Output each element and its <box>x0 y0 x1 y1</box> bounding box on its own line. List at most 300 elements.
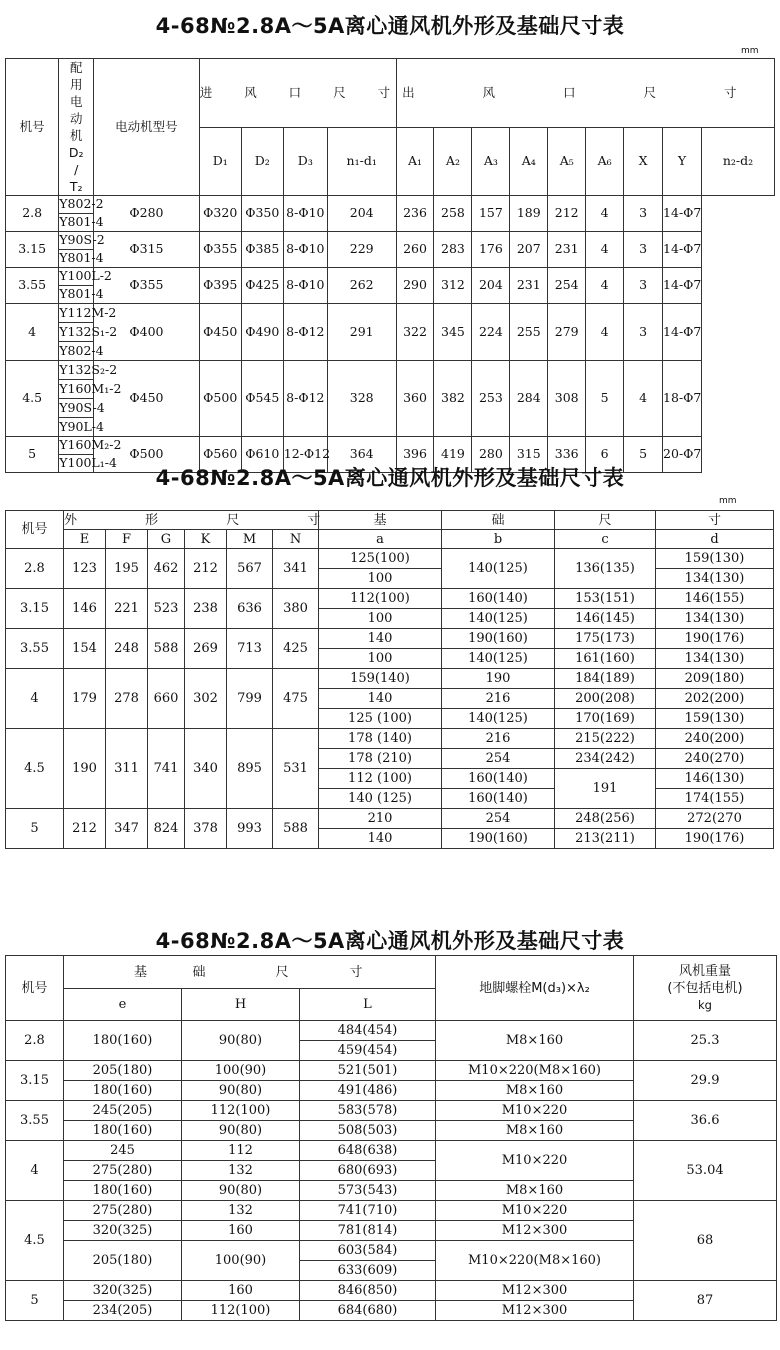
table-cell: 279 <box>548 304 586 361</box>
col-header: L <box>300 989 436 1021</box>
table-cell: M10×220(M8×160) <box>436 1061 634 1081</box>
table-cell: 3 <box>624 232 663 268</box>
table-cell: Φ545 <box>241 361 283 437</box>
table-cell: 195 <box>106 549 148 589</box>
table-cell: 100 <box>319 609 442 629</box>
table-cell: 583(578) <box>300 1101 436 1121</box>
table-cell: 140(125) <box>442 709 555 729</box>
table-cell: 190 <box>442 669 555 689</box>
machine-number: 4.5 <box>6 1201 64 1281</box>
col-header: A₄ <box>510 127 548 196</box>
table-cell: 8-Φ10 <box>283 196 327 232</box>
header-outlet: 出 风 口 尺 寸 <box>396 59 774 128</box>
machine-number: 4.5 <box>6 361 59 437</box>
table-cell: 5 <box>586 361 624 437</box>
table-cell: 280 <box>472 437 510 473</box>
table-row <box>6 1061 777 1081</box>
table-cell: 240(200) <box>656 729 774 749</box>
table-cell: 157 <box>472 196 510 232</box>
weight: 68 <box>634 1201 777 1281</box>
weight: 87 <box>634 1281 777 1321</box>
machine-number: 5 <box>6 1281 64 1321</box>
table-cell: 8-Φ12 <box>283 304 327 361</box>
table-cell: 112(100) <box>319 589 442 609</box>
table-cell: Φ385 <box>241 232 283 268</box>
col-header: A₁ <box>396 127 434 196</box>
table-cell: 140 <box>319 629 442 649</box>
col-header: A₂ <box>434 127 472 196</box>
table-cell: 275(280) <box>64 1161 182 1181</box>
table-cell: 713 <box>227 629 273 669</box>
table-cell: 291 <box>327 304 396 361</box>
table-cell: 190(176) <box>656 829 774 849</box>
table-cell: 212 <box>548 196 586 232</box>
header-jihao: 机号 <box>6 956 64 1021</box>
table-cell: 3 <box>624 304 663 361</box>
table-cell: 160(140) <box>442 769 555 789</box>
table-row <box>6 1141 777 1161</box>
table-cell: Φ560 <box>199 437 241 473</box>
table-cell: 224 <box>472 304 510 361</box>
table-cell: 100 <box>319 569 442 589</box>
table-cell: 174(155) <box>656 789 774 809</box>
table-cell: 90(80) <box>182 1081 300 1101</box>
table-cell: Φ400 <box>94 304 200 361</box>
table-cell: 360 <box>396 361 434 437</box>
table-cell: M12×300 <box>436 1301 634 1321</box>
table-cell: 178 (210) <box>319 749 442 769</box>
table-2 <box>5 510 774 849</box>
table-cell: Φ425 <box>241 268 283 304</box>
table-cell: 112(100) <box>182 1301 300 1321</box>
table-cell: 508(503) <box>300 1121 436 1141</box>
table-cell: 14-Φ7 <box>663 232 702 268</box>
table-cell: 245 <box>64 1141 182 1161</box>
table-cell: 573(543) <box>300 1181 436 1201</box>
table-row <box>6 1281 777 1301</box>
table-cell: 258 <box>434 196 472 232</box>
header-motor-model: 电动机型号 <box>94 59 200 196</box>
table-cell: 140 <box>319 829 442 849</box>
table-cell: 396 <box>396 437 434 473</box>
table-cell: 140 <box>319 689 442 709</box>
table-cell: 190(160) <box>442 829 555 849</box>
table-cell: 6 <box>586 437 624 473</box>
weight: 36.6 <box>634 1101 777 1141</box>
table-cell: 312 <box>434 268 472 304</box>
table-cell: 284 <box>510 361 548 437</box>
table-cell: 134(130) <box>656 609 774 629</box>
header-bolt: 地脚螺栓M(d₃)×λ₂ <box>436 956 634 1021</box>
table-cell: 236 <box>396 196 434 232</box>
header-base-1: 基 <box>64 956 182 989</box>
col-header: n₁-d₁ <box>327 127 396 196</box>
col-header: H <box>182 989 300 1021</box>
table-cell: 132 <box>182 1201 300 1221</box>
table-cell: 161(160) <box>555 649 656 669</box>
motor-model: Y100L₁-4 <box>59 455 94 473</box>
table-cell: 20-Φ7 <box>663 437 702 473</box>
table-cell: 4 <box>624 361 663 437</box>
col-header: A₆ <box>586 127 624 196</box>
col-header: G <box>148 530 185 549</box>
table-cell: 176 <box>472 232 510 268</box>
machine-number: 4 <box>6 669 64 729</box>
table-cell: 160(140) <box>442 589 555 609</box>
table-row <box>6 1021 777 1041</box>
motor-model: Y160M₁-2 <box>59 380 94 399</box>
table-cell: 125 (100) <box>319 709 442 729</box>
table-cell: 184(189) <box>555 669 656 689</box>
table-cell: 781(814) <box>300 1221 436 1241</box>
table-cell: 345 <box>434 304 472 361</box>
table-cell: Φ350 <box>241 196 283 232</box>
table-cell: M8×160 <box>436 1121 634 1141</box>
table-cell: 215(222) <box>555 729 656 749</box>
table-cell: Φ490 <box>241 304 283 361</box>
table-cell: 302 <box>185 669 227 729</box>
table-cell: 419 <box>434 437 472 473</box>
title-2: 4-68№2.8A～5A离心通风机外形及基础尺寸表 <box>155 466 625 490</box>
table-cell: 180(160) <box>64 1121 182 1141</box>
table-cell: Φ450 <box>94 361 200 437</box>
table-cell: 160 <box>182 1281 300 1301</box>
table-row <box>6 629 774 649</box>
machine-number: 4.5 <box>6 729 64 809</box>
table-cell: 636 <box>227 589 273 629</box>
table-cell: 160(140) <box>442 789 555 809</box>
table-cell: 140(125) <box>442 649 555 669</box>
table-cell: 521(501) <box>300 1061 436 1081</box>
table-cell: 993 <box>227 809 273 849</box>
machine-number: 3.55 <box>6 268 59 304</box>
table-cell: 112(100) <box>182 1101 300 1121</box>
table-cell: 140(125) <box>442 549 555 589</box>
table-cell: 603(584) <box>300 1241 436 1261</box>
table-cell: 680(693) <box>300 1161 436 1181</box>
col-header: D₁ <box>199 127 241 196</box>
table-cell: 824 <box>148 809 185 849</box>
table-cell: 462 <box>148 549 185 589</box>
table-cell: 3 <box>624 268 663 304</box>
table-cell: M8×160 <box>436 1081 634 1101</box>
table-cell: 272(270 <box>656 809 774 829</box>
table-cell: 4 <box>586 232 624 268</box>
col-header: n₂-d₂ <box>702 127 775 196</box>
table-cell: 799 <box>227 669 273 729</box>
table-row <box>6 549 774 569</box>
table-cell: 567 <box>227 549 273 589</box>
table-cell: 134(130) <box>656 649 774 669</box>
col-header: b <box>442 530 555 549</box>
motor-model: Y801-4 <box>59 214 94 232</box>
table-cell: 425 <box>273 629 319 669</box>
col-header: d <box>656 530 774 549</box>
header-base-2: 础 <box>442 511 555 530</box>
table-cell: 190(176) <box>656 629 774 649</box>
table-cell: 336 <box>548 437 586 473</box>
col-header: N <box>273 530 319 549</box>
table-cell: 140 (125) <box>319 789 442 809</box>
table-cell: 248 <box>106 629 148 669</box>
table-cell: 159(130) <box>656 549 774 569</box>
table-cell: 290 <box>396 268 434 304</box>
table-cell: 146(155) <box>656 589 774 609</box>
table-cell: 14-Φ7 <box>663 304 702 361</box>
table-row <box>6 589 774 609</box>
col-header: c <box>555 530 656 549</box>
machine-number: 5 <box>6 437 59 473</box>
table-cell: 210 <box>319 809 442 829</box>
table-cell: Φ610 <box>241 437 283 473</box>
col-header: A₃ <box>472 127 510 196</box>
table-cell: 269 <box>185 629 227 669</box>
table-cell: 283 <box>434 232 472 268</box>
col-header: X <box>624 127 663 196</box>
table-cell: 231 <box>510 268 548 304</box>
weight: 53.04 <box>634 1141 777 1201</box>
col-header: M <box>227 530 273 549</box>
machine-number: 3.55 <box>6 629 64 669</box>
header-base-3: 尺 <box>555 511 656 530</box>
table-cell: 3 <box>624 196 663 232</box>
table-cell: 741 <box>148 729 185 809</box>
table-cell: 180(160) <box>64 1021 182 1061</box>
table-cell: 238 <box>185 589 227 629</box>
table-cell: 311 <box>106 729 148 809</box>
table-cell: 229 <box>327 232 396 268</box>
col-header: F <box>106 530 148 549</box>
table-cell: M10×220(M8×160) <box>436 1241 634 1281</box>
table-cell: 180(160) <box>64 1081 182 1101</box>
table-1 <box>5 58 775 473</box>
col-header: A₅ <box>548 127 586 196</box>
table-row <box>6 809 774 829</box>
table-cell: 382 <box>434 361 472 437</box>
motor-model: Y90S-4 <box>59 399 94 418</box>
table-cell: 347 <box>106 809 148 849</box>
col-header: D₃ <box>283 127 327 196</box>
table-cell: 134(130) <box>656 569 774 589</box>
table-cell: Φ500 <box>199 361 241 437</box>
machine-number: 2.8 <box>6 1021 64 1061</box>
table-cell: 205(180) <box>64 1061 182 1081</box>
table-cell: 179 <box>64 669 106 729</box>
table-cell: Φ280 <box>94 196 200 232</box>
table-cell: 660 <box>148 669 185 729</box>
table-cell: M8×160 <box>436 1181 634 1201</box>
table-3 <box>5 955 777 1321</box>
motor-model: Y802-2 <box>59 196 94 214</box>
header-base-2: 础 尺 <box>182 956 300 989</box>
table-cell: 8-Φ10 <box>283 268 327 304</box>
table-cell: 191 <box>555 769 656 809</box>
table-cell: 202(200) <box>656 689 774 709</box>
table-cell: Φ355 <box>199 232 241 268</box>
motor-model: Y90L-4 <box>59 418 94 437</box>
table-cell: 4 <box>586 268 624 304</box>
machine-number: 4 <box>6 1141 64 1201</box>
header-shape: 外 形 尺 寸 <box>64 512 353 528</box>
machine-number: 2.8 <box>6 549 64 589</box>
table-cell: 209(180) <box>656 669 774 689</box>
table-cell: 475 <box>273 669 319 729</box>
table-cell: 648(638) <box>300 1141 436 1161</box>
table-row <box>6 304 775 323</box>
table-cell: 112 <box>182 1141 300 1161</box>
motor-model: Y132S₁-2 <box>59 323 94 342</box>
table-cell: 204 <box>472 268 510 304</box>
header-jihao: 机号 <box>6 59 59 196</box>
table-cell: 140(125) <box>442 609 555 629</box>
table-cell: 254 <box>442 809 555 829</box>
table-cell: 153(151) <box>555 589 656 609</box>
header-inlet: 进 风 口 尺 寸 <box>199 59 396 128</box>
table-cell: M12×300 <box>436 1221 634 1241</box>
table-cell: 588 <box>273 809 319 849</box>
col-header: e <box>64 989 182 1021</box>
table-row <box>6 268 775 286</box>
table-cell: 216 <box>442 729 555 749</box>
table-cell: 180(160) <box>64 1181 182 1201</box>
table-cell: 8-Φ10 <box>283 232 327 268</box>
header-base-1: 基 <box>319 511 442 530</box>
table-cell: 90(80) <box>182 1181 300 1201</box>
motor-model: Y112M-2 <box>59 304 94 323</box>
table-cell: 213(211) <box>555 829 656 849</box>
table-cell: Φ450 <box>199 304 241 361</box>
table-cell: 684(680) <box>300 1301 436 1321</box>
table-cell: 207 <box>510 232 548 268</box>
header-jihao: 机号 <box>6 511 64 549</box>
table-cell: 4 <box>586 304 624 361</box>
table-cell: 245(205) <box>64 1101 182 1121</box>
table-cell: 112 (100) <box>319 769 442 789</box>
table-cell: 320(325) <box>64 1281 182 1301</box>
table-cell: 204 <box>327 196 396 232</box>
table-cell: 90(80) <box>182 1121 300 1141</box>
table-cell: 340 <box>185 729 227 809</box>
table-cell: 234(242) <box>555 749 656 769</box>
table-cell: 633(609) <box>300 1261 436 1281</box>
table-cell: 231 <box>548 232 586 268</box>
table-cell: 260 <box>396 232 434 268</box>
table-cell: 741(710) <box>300 1201 436 1221</box>
table-cell: 212 <box>185 549 227 589</box>
table-cell: 190 <box>64 729 106 809</box>
table-cell: 146(145) <box>555 609 656 629</box>
table-cell: 255 <box>510 304 548 361</box>
table-cell: 315 <box>510 437 548 473</box>
table-cell: 328 <box>327 361 396 437</box>
table-cell: 18-Φ7 <box>663 361 702 437</box>
table-cell: 4 <box>586 196 624 232</box>
table-cell: 221 <box>106 589 148 629</box>
header-base-4: 寸 <box>656 511 774 530</box>
table-cell: 364 <box>327 437 396 473</box>
table-row <box>6 437 775 455</box>
table-cell: 588 <box>148 629 185 669</box>
motor-model: Y801-4 <box>59 286 94 304</box>
table-cell: Φ320 <box>199 196 241 232</box>
title-3: 4-68№2.8A～5A离心通风机外形及基础尺寸表 <box>155 929 625 953</box>
table-cell: 178 (140) <box>319 729 442 749</box>
table-cell: 8-Φ12 <box>283 361 327 437</box>
table-row <box>6 232 775 250</box>
table-cell: 160 <box>182 1221 300 1241</box>
machine-number: 4 <box>6 304 59 361</box>
table-cell: 240(270) <box>656 749 774 769</box>
table-cell: 254 <box>548 268 586 304</box>
table-cell: 170(169) <box>555 709 656 729</box>
table-cell: 491(486) <box>300 1081 436 1101</box>
table-row <box>6 669 774 689</box>
table-cell: 146 <box>64 589 106 629</box>
table-cell: 5 <box>624 437 663 473</box>
table-cell: Φ395 <box>199 268 241 304</box>
table-cell: M10×220 <box>436 1201 634 1221</box>
table-cell: 159(130) <box>656 709 774 729</box>
motor-model: Y100L-2 <box>59 268 94 286</box>
table-row <box>6 196 775 214</box>
table-cell: 175(173) <box>555 629 656 649</box>
table-cell: 212 <box>64 809 106 849</box>
table-cell: M8×160 <box>436 1021 634 1061</box>
table-cell: 262 <box>327 268 396 304</box>
table-cell: Φ500 <box>94 437 200 473</box>
table-cell: 100 <box>319 649 442 669</box>
col-header: Y <box>663 127 702 196</box>
table-cell: 895 <box>227 729 273 809</box>
table-cell: 275(280) <box>64 1201 182 1221</box>
machine-number: 3.55 <box>6 1101 64 1141</box>
table-cell: 100(90) <box>182 1241 300 1281</box>
table-cell: 100(90) <box>182 1061 300 1081</box>
motor-model: Y801-4 <box>59 250 94 268</box>
table-row <box>6 361 775 380</box>
table-cell: Φ315 <box>94 232 200 268</box>
table-cell: 253 <box>472 361 510 437</box>
machine-number: 3.15 <box>6 232 59 268</box>
unit-label-2: mm <box>719 496 737 506</box>
table-cell: 154 <box>64 629 106 669</box>
col-header: K <box>185 530 227 549</box>
motor-model: Y160M₂-2 <box>59 437 94 455</box>
motor-model: Y90S-2 <box>59 232 94 250</box>
weight: 25.3 <box>634 1021 777 1061</box>
table-row <box>6 729 774 749</box>
table-cell: 308 <box>548 361 586 437</box>
table-cell: 234(205) <box>64 1301 182 1321</box>
table-cell: 12-Φ12 <box>283 437 327 473</box>
weight: 29.9 <box>634 1061 777 1101</box>
machine-number: 3.15 <box>6 1061 64 1101</box>
header-motor-vertical: 配 用 电 动 机 D₂ / T₂ <box>59 59 94 196</box>
table-cell: 322 <box>396 304 434 361</box>
table-cell: 123 <box>64 549 106 589</box>
header-base-4: 寸 <box>300 956 436 989</box>
table-cell: 90(80) <box>182 1021 300 1061</box>
table-cell: 14-Φ7 <box>663 196 702 232</box>
machine-number: 2.8 <box>6 196 59 232</box>
table-cell: 190(160) <box>442 629 555 649</box>
table-cell: 159(140) <box>319 669 442 689</box>
machine-number: 3.15 <box>6 589 64 629</box>
table-cell: M12×300 <box>436 1281 634 1301</box>
table-cell: Φ355 <box>94 268 200 304</box>
table-cell: 136(135) <box>555 549 656 589</box>
col-header: a <box>319 530 442 549</box>
